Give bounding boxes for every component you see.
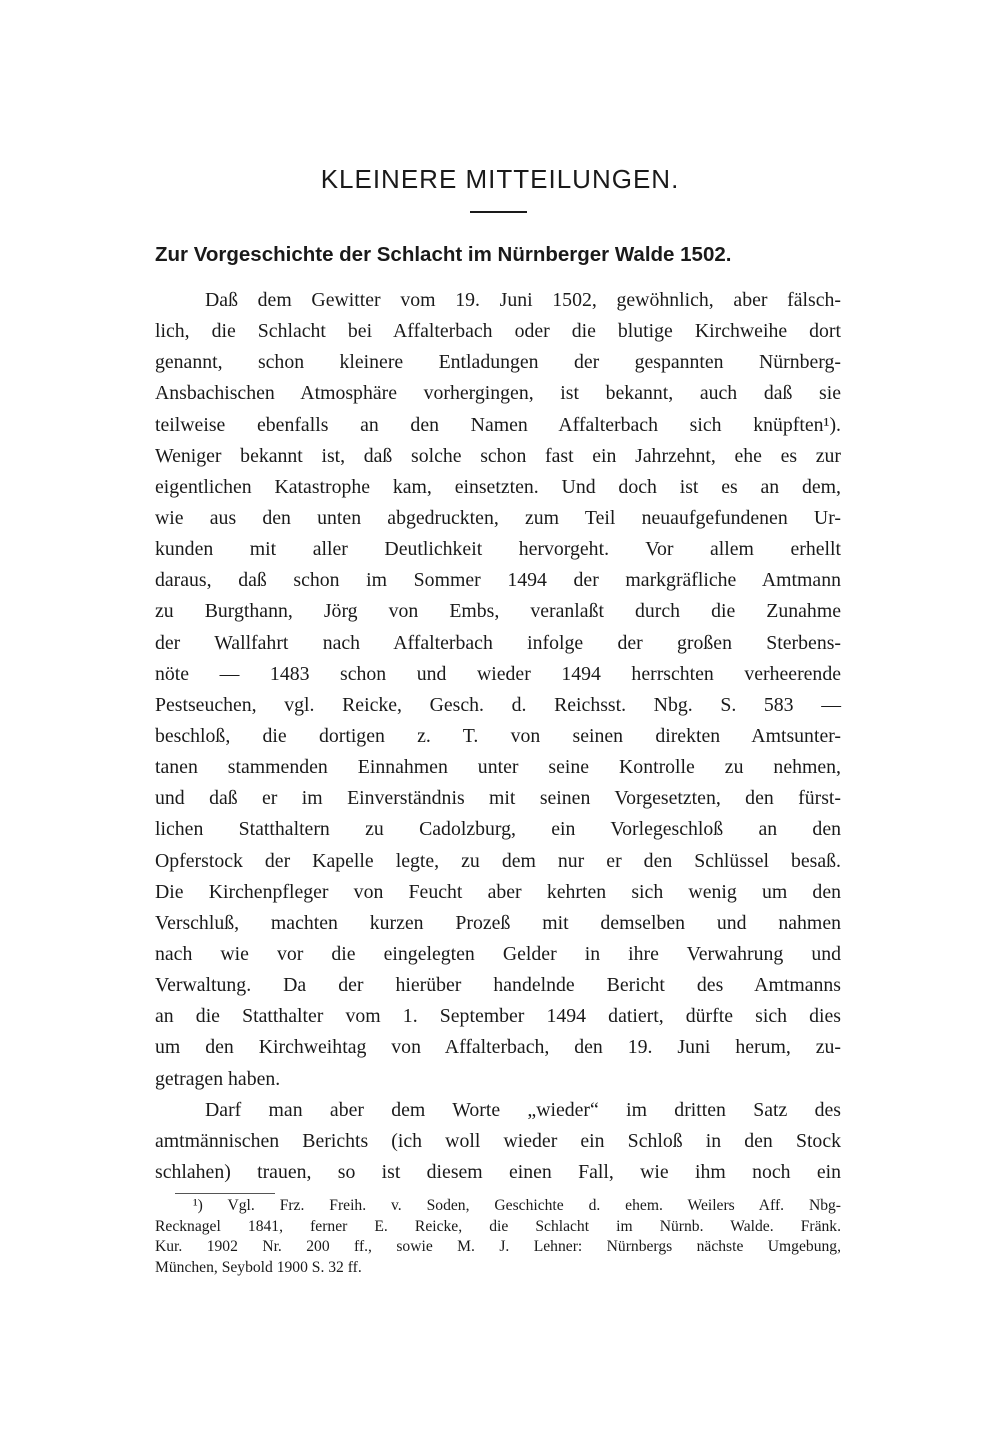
footnote-line: München, Seybold 1900 S. 32 ff. bbox=[155, 1258, 362, 1276]
body-line: nach wie vor die eingelegten Gelder in ihre Verwahrung und bbox=[155, 942, 841, 965]
article-title: Zur Vorgeschichte der Schlacht im Nürnberger Walde 1502. bbox=[155, 243, 732, 266]
body-line: amtmännischen Berichts (ich woll wieder ein Schloß in den Stock bbox=[155, 1129, 841, 1152]
article-body bbox=[155, 285, 841, 1188]
body-line: daraus, daß schon im Sommer 1494 der markgräfliche Amtmann bbox=[155, 569, 841, 592]
body-line: Die Kirchenpfleger von Feucht aber kehrten sich wenig um den bbox=[155, 880, 841, 903]
body-line: um den Kirchweihtag von Affalterbach, den 19. Juni herum, zu- bbox=[155, 1036, 841, 1059]
footnote bbox=[155, 1196, 841, 1278]
heading-divider bbox=[470, 211, 527, 213]
body-line: Ansbachischen Atmosphäre vorhergingen, ist bekannt, auch daß sie bbox=[155, 382, 841, 405]
body-line: Verwaltung. Da der hierüber handelnde Bericht des Amtmanns bbox=[155, 974, 841, 997]
body-line: an die Statthalter vom 1. September 1494 datiert, dürfte sich dies bbox=[155, 1005, 841, 1028]
body-line: Pestseuchen, vgl. Reicke, Gesch. d. Reichsst. Nbg. S. 583 — bbox=[155, 693, 841, 716]
body-line: Verschluß, machten kurzen Prozeß mit demselben und nahmen bbox=[155, 911, 841, 934]
body-line: wie aus den unten abgedruckten, zum Teil neuaufgefundenen Ur- bbox=[155, 506, 841, 529]
footnote-line: ¹) Vgl. Frz. Freih. v. Soden, Geschichte d. ehem. Weilers Aff. Nbg- bbox=[193, 1197, 841, 1214]
body-line: beschloß, die dortigen z. T. von seinen direkten Amtsunter- bbox=[155, 724, 841, 747]
body-line: Daß dem Gewitter vom 19. Juni 1502, gewöhnlich, aber fälsch- bbox=[205, 289, 841, 311]
body-line: lich, die Schlacht bei Affalterbach oder die blutige Kirchweihe dort bbox=[155, 320, 841, 343]
section-heading: KLEINERE MITTEILUNGEN. bbox=[320, 164, 680, 194]
body-line: kunden mit aller Deutlichkeit hervorgeht. Vor allem erhellt bbox=[155, 538, 841, 561]
body-line: tanen stammenden Einnahmen unter seine Kontrolle zu nehmen, bbox=[155, 756, 841, 779]
body-line: nöte — 1483 schon und wieder 1494 herrschten verheerende bbox=[155, 662, 841, 685]
body-line: der Wallfahrt nach Affalterbach infolge der großen Sterbens- bbox=[155, 631, 841, 654]
footnote-line: Recknagel 1841, ferner E. Reicke, die Schlacht im Nürnb. Walde. Fränk. bbox=[155, 1217, 841, 1235]
footnote-line: Kur. 1902 Nr. 200 ff., sowie M. J. Lehner: Nürnbergs nächste Umgebung, bbox=[155, 1238, 841, 1255]
body-line: teilweise ebenfalls an den Namen Affalterbach sich knüpften¹). bbox=[155, 413, 841, 436]
body-line: Weniger bekannt ist, daß solche schon fast ein Jahrzehnt, ehe es zur bbox=[155, 444, 841, 467]
body-line: getragen haben. bbox=[155, 1067, 281, 1090]
body-line: eigentlichen Katastrophe kam, einsetzten. Und doch ist es an dem, bbox=[155, 475, 841, 498]
body-line: Opferstock der Kapelle legte, zu dem nur er den Schlüssel besaß. bbox=[155, 849, 841, 872]
body-line: lichen Statthaltern zu Cadolzburg, ein Vorlegeschloß an den bbox=[155, 818, 841, 841]
footnote-divider bbox=[175, 1193, 275, 1194]
body-line: zu Burgthann, Jörg von Embs, veranlaßt durch die Zunahme bbox=[155, 600, 841, 623]
body-line: schlahen) trauen, so ist diesem einen Fall, wie ihm noch ein bbox=[155, 1160, 841, 1183]
body-line: und daß er im Einverständnis mit seinen Vorgesetzten, den fürst- bbox=[155, 787, 841, 810]
body-line: genannt, schon kleinere Entladungen der gespannten Nürnberg- bbox=[155, 351, 841, 374]
body-line: Darf man aber dem Worte „wieder“ im dritten Satz des bbox=[205, 1098, 841, 1121]
